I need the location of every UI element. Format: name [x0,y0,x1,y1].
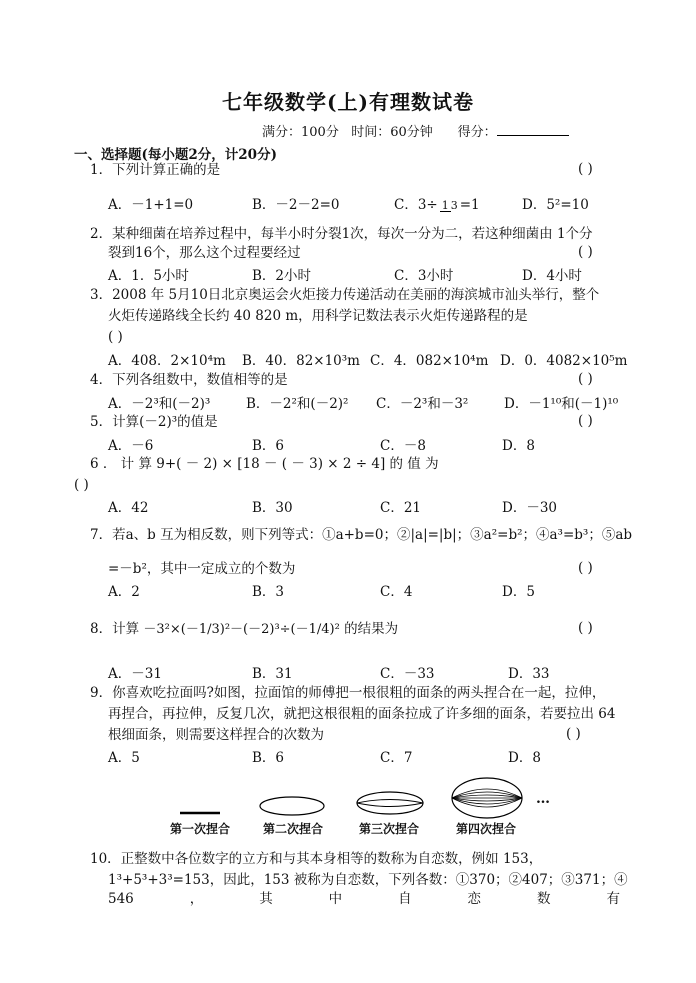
q5-options [108,434,535,454]
q2-option-c: C．3小时 [394,268,454,284]
q1-option-c: C．3÷ 1 3 =1 [394,197,480,213]
score-blank [497,123,569,136]
q8-option-a: A．－31 [108,666,162,682]
q7-option-a: A．2 [108,584,140,600]
q3-option-a: A．408．2×10⁴m [108,353,226,369]
q3-option-d: D．0．4082×10⁵m [500,353,628,369]
q9-option-c: C．7 [380,750,413,766]
q2-line-1: 2．某种细菌在培养过程中，每半小时分裂1次，每次一分为二，若这种细菌由 1个分 [90,226,593,242]
q6-answer-paren: ( ) [74,477,89,493]
q9-line-2: 再捏合，再拉伸，反复几次，就把这根很粗的面条拉成了许多细的面条，若要拉出 64 [108,706,616,722]
q1-option-b: B．－2－2=0 [252,197,340,213]
q10-line-1: 10．正整数中各位数字的立方和与其本身相等的数称为自恋数，例如 153， [90,851,543,867]
q3-option-c: C．4．082×10⁴m [370,353,489,369]
q7-line-1: 7．若a、b 互为相反数，则下列等式：①a+b=0；②|a|=|b|；③a²=b²；④a³=b³；⑤ab [90,527,633,543]
q6-options [108,496,557,516]
q4-option-b: B．－2²和(－2)² [246,396,349,412]
figure-label-2: 第二次捏合 [263,822,324,836]
q4-stem: 4．下列各组数中，数值相等的是 [90,372,288,388]
q10-line-2: 1³+5³+3³=153，因此，153 被称为自恋数，下列各数：①370；②407；③371；④ [108,872,628,888]
q10-line-3: 546 ， 其 中 自 恋 数 有 [108,891,620,907]
q8-expression: －3²×(－1/3)²－(－2)³÷(－1/4)² [143,622,340,637]
noodle-figure [0,770,696,822]
q7-line-2: =－b²，其中一定成立的个数为 [108,561,296,577]
q4-option-d: D．－1¹⁰和(－1)¹⁰ [504,396,619,412]
noodle-stage-2 [260,797,324,815]
q6-option-c: C．21 [380,500,422,516]
q1-option-a: A．－1+1=0 [108,197,194,213]
q8-option-c: C．－33 [380,666,435,682]
q9-line-1: 9．你喜欢吃拉面吗?如图，拉面馆的师傅把一根很粗的面条的两头捏合在一起，拉伸， [90,685,606,701]
q2-options [108,264,582,284]
figure-label-1: 第一次捏合 [170,822,231,836]
q3-answer-paren: ( ) [108,329,123,345]
q7-option-b: B．3 [252,584,285,600]
q9-line-3: 根细面条，则需要这样捏合的次数为 [108,727,324,743]
q5-option-b: B．6 [252,438,285,454]
q2-answer-paren: ( ) [578,244,593,260]
q8-option-d: D．33 [508,666,550,682]
q9-answer-paren: ( ) [566,726,581,742]
full-score: 满分：100分 [262,125,339,140]
q2-option-b: B．2小时 [252,268,312,284]
noodle-stage-3 [357,792,423,814]
q8-stem: 8．计算 －3²×(－1/3)²－(－2)³÷(－1/4)² 的结果为 [90,621,399,637]
q9-options [108,746,541,766]
q6-option-d: D．－30 [502,500,558,516]
q7-option-c: C．4 [380,584,413,600]
q9-option-a: A．5 [108,750,140,766]
q3-options [108,349,627,369]
figure-label-4: 第四次捏合 [456,822,517,836]
q8-answer-paren: ( ) [578,620,593,636]
q4-answer-paren: ( ) [578,371,593,387]
q4-option-a: A．－2³和(－2)³ [108,396,211,412]
q7-answer-paren: ( ) [578,560,593,576]
q1-answer-paren: ( ) [578,161,593,177]
figure-ellipsis: … [536,791,550,807]
noodle-stage-4 [452,778,522,818]
q7-option-d: D．5 [502,584,535,600]
q6-stem: 6 ． 计 算 9+( － 2) × [18 － ( － 3) × 2 ÷ 4] 的 值 为 [90,456,439,472]
q4-options [108,392,618,412]
q8-option-b: B．31 [252,666,293,682]
q3-line-1: 3．2008 年 5月10日北京奥运会火炬接力传递活动在美丽的海滨城市汕头举行，整个 [90,287,600,303]
page-title: 七年级数学(上)有理数试卷 [222,90,474,114]
q1-option-d: D．5²=10 [522,197,589,213]
q8-options [108,662,550,682]
q9-option-d: D．8 [508,750,541,766]
q3-line-2: 火炬传递路线全长约 40 820 m，用科学记数法表示火炬传递路程的是 [108,308,528,324]
q6-option-a: A．42 [108,500,149,516]
q5-answer-paren: ( ) [578,413,593,429]
q1-stem: 1．下列计算正确的是 [90,162,221,178]
time-limit: 时间：60分钟 [351,125,433,140]
exam-info [262,121,569,140]
score-label: 得分： [457,125,497,140]
q1-options [108,193,589,213]
q2-line-2: 裂到16个，那么这个过程要经过 [108,245,301,261]
section-heading: 一、选择题(每小题2分，计20分) [74,147,277,163]
q9-option-b: B．6 [252,750,285,766]
q5-option-c: C．－8 [380,438,426,454]
q3-option-b: B．40．82×10³m [242,353,360,369]
q5-stem: 5．计算(－2)³的值是 [90,414,218,430]
q2-option-d: D．4小时 [522,268,582,284]
q7-options [108,580,535,600]
figure-label-3: 第三次捏合 [359,822,420,836]
q6-option-b: B．30 [252,500,293,516]
q5-option-d: D．8 [502,438,535,454]
q2-option-a: A．1．5小时 [108,268,189,284]
q5-option-a: A．－6 [108,438,154,454]
q4-option-c: C．－2³和－3² [376,396,469,412]
